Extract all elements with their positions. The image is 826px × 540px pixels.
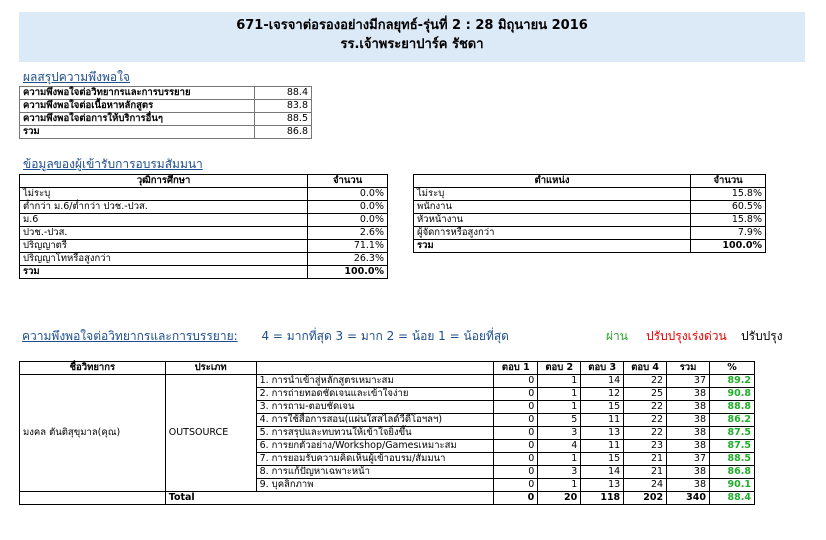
answer-2: 3 <box>538 427 581 440</box>
education-label: ปวช.-ปวส. <box>20 227 308 240</box>
answer-3: 11 <box>581 440 624 453</box>
answer-4: 25 <box>624 388 667 401</box>
position-label: พนักงาน <box>414 201 691 214</box>
detail-header-cell: ตอบ 4 <box>624 362 667 375</box>
satisfaction-row <box>20 100 312 113</box>
education-row <box>20 201 388 214</box>
rating-legend <box>22 327 509 346</box>
education-value: 0.0% <box>308 188 388 201</box>
detail-header-cell: ตอบ 3 <box>581 362 624 375</box>
detail-header-cell: ชื่อวิทยากร <box>20 362 166 375</box>
education-label: ไม่ระบุ <box>20 188 308 201</box>
position-row <box>414 227 766 240</box>
answer-sum: 37 <box>667 375 710 388</box>
satisfaction-table <box>19 86 312 139</box>
detail-header-cell: % <box>710 362 755 375</box>
position-row <box>414 188 766 201</box>
rating-total-row <box>20 492 755 505</box>
status-improve: ปรับปรุง <box>741 329 783 343</box>
education-label: ปริญญาโทหรือสูงกว่า <box>20 253 308 266</box>
answer-4: 21 <box>624 466 667 479</box>
answer-2: 4 <box>538 440 581 453</box>
education-label: ต่ำกว่า ม.6/ต่ำกว่า ปวช.-ปวส. <box>20 201 308 214</box>
detail-header-cell: ประเภท <box>165 362 256 375</box>
answer-1: 0 <box>494 440 538 453</box>
report-venue: รร.เจ้าพระยาปาร์ค รัชดา <box>340 37 484 52</box>
speaker-name: มงคล ตันติสุขุมาล(คุณ) <box>20 375 166 492</box>
satisfaction-label: รวม <box>20 126 255 139</box>
total-answer-4: 202 <box>624 492 667 505</box>
answer-sum: 38 <box>667 414 710 427</box>
education-value: 0.0% <box>308 214 388 227</box>
answer-1: 0 <box>494 388 538 401</box>
answer-percent: 88.5 <box>710 453 755 466</box>
rating-item: 1. การนำเข้าสู่หลักสูตรเหมาะสม <box>256 375 494 388</box>
answer-4: 22 <box>624 414 667 427</box>
education-total-row <box>20 266 388 279</box>
speaker-type: OUTSOURCE <box>165 375 256 492</box>
answer-3: 14 <box>581 466 624 479</box>
answer-percent: 90.1 <box>710 479 755 492</box>
position-value: 15.8% <box>691 214 766 227</box>
education-row <box>20 188 388 201</box>
education-value: 71.1% <box>308 240 388 253</box>
answer-4: 23 <box>624 440 667 453</box>
answer-3: 12 <box>581 388 624 401</box>
answer-2: 1 <box>538 401 581 414</box>
answer-4: 22 <box>624 427 667 440</box>
speaker-rating-table <box>19 361 755 505</box>
answer-sum: 38 <box>667 427 710 440</box>
report-title: 671-เจรจาต่อรองอย่างมีกลยุทธ์-รุ่นที่ 2 : 28 มิถุนายน 2016 <box>236 18 588 33</box>
education-total-value: 100.0% <box>308 266 388 279</box>
answer-1: 0 <box>494 427 538 440</box>
legend-scale: 4 = มากที่สุด 3 = มาก 2 = น้อย 1 = น้อยที่สุด <box>261 329 509 343</box>
position-total-label: รวม <box>414 240 691 253</box>
report-header <box>19 12 805 62</box>
total-answer-3: 118 <box>581 492 624 505</box>
position-total-row <box>414 240 766 253</box>
rating-item: 6. การยกตัวอย่าง/Workshop/Gamesเหมาะสม <box>256 440 494 453</box>
answer-2: 1 <box>538 388 581 401</box>
position-label: ไม่ระบุ <box>414 188 691 201</box>
education-row <box>20 240 388 253</box>
participants-title: ข้อมูลของผู้เข้ารับการอบรมสัมมนา <box>23 157 203 171</box>
answer-sum: 38 <box>667 440 710 453</box>
answer-4: 22 <box>624 375 667 388</box>
rating-item: 8. การแก้ปัญหาเฉพาะหน้า <box>256 466 494 479</box>
detail-header-cell <box>256 362 494 375</box>
legend-title: ความพึงพอใจต่อวิทยากรและการบรรยาย: <box>22 329 238 343</box>
answer-4: 21 <box>624 453 667 466</box>
satisfaction-value: 88.4 <box>255 87 312 100</box>
answer-1: 0 <box>494 401 538 414</box>
total-answer-1: 0 <box>494 492 538 505</box>
position-header: ตำแหน่ง <box>414 175 691 188</box>
satisfaction-row <box>20 87 312 100</box>
answer-percent: 89.2 <box>710 375 755 388</box>
satisfaction-row <box>20 126 312 139</box>
satisfaction-label: ความพึงพอใจต่อเนื้อหาหลักสูตร <box>20 100 255 113</box>
answer-4: 24 <box>624 479 667 492</box>
status-urgent: ปรับปรุงเร่งด่วน <box>646 329 727 343</box>
answer-2: 1 <box>538 453 581 466</box>
answer-sum: 38 <box>667 479 710 492</box>
satisfaction-label: ความพึงพอใจต่อวิทยากรและการบรรยาย <box>20 87 255 100</box>
education-total-label: รวม <box>20 266 308 279</box>
rating-item: 7. การยอมรับความคิดเห็นผู้เข้าอบรม/สัมมนา <box>256 453 494 466</box>
answer-1: 0 <box>494 453 538 466</box>
answer-percent: 86.8 <box>710 466 755 479</box>
answer-3: 13 <box>581 479 624 492</box>
answer-1: 0 <box>494 414 538 427</box>
total-percent: 88.4 <box>710 492 755 505</box>
satisfaction-value: 88.5 <box>255 113 312 126</box>
answer-3: 15 <box>581 401 624 414</box>
answer-2: 1 <box>538 375 581 388</box>
education-row <box>20 227 388 240</box>
total-sum: 340 <box>667 492 710 505</box>
rating-item: 2. การถ่ายทอดชัดเจนและเข้าใจง่าย <box>256 388 494 401</box>
answer-2: 1 <box>538 479 581 492</box>
answer-percent: 87.5 <box>710 427 755 440</box>
answer-percent: 88.8 <box>710 401 755 414</box>
answer-percent: 87.5 <box>710 440 755 453</box>
answer-2: 5 <box>538 414 581 427</box>
answer-1: 0 <box>494 479 538 492</box>
education-value: 26.3% <box>308 253 388 266</box>
position-value: 7.9% <box>691 227 766 240</box>
position-value: 60.5% <box>691 201 766 214</box>
answer-sum: 38 <box>667 466 710 479</box>
detail-header-cell: ตอบ 1 <box>494 362 538 375</box>
education-row <box>20 253 388 266</box>
satisfaction-label: ความพึงพอใจต่อการให้บริการอื่นๆ <box>20 113 255 126</box>
position-total-value: 100.0% <box>691 240 766 253</box>
position-value: 15.8% <box>691 188 766 201</box>
detail-header-cell: ตอบ 2 <box>538 362 581 375</box>
answer-2: 3 <box>538 466 581 479</box>
rating-item: 4. การใช้สื่อการสอน(แผ่นใสสไลด์วีดีโอฯลฯ) <box>256 414 494 427</box>
answer-3: 11 <box>581 414 624 427</box>
detail-header-cell: รวม <box>667 362 710 375</box>
education-header: วุฒิการศึกษา <box>20 175 308 188</box>
answer-4: 22 <box>624 401 667 414</box>
education-value: 0.0% <box>308 201 388 214</box>
answer-sum: 38 <box>667 401 710 414</box>
position-label: ผู้จัดการหรือสูงกว่า <box>414 227 691 240</box>
total-answer-2: 20 <box>538 492 581 505</box>
position-row <box>414 201 766 214</box>
satisfaction-value: 86.8 <box>255 126 312 139</box>
education-label: ม.6 <box>20 214 308 227</box>
position-row <box>414 214 766 227</box>
rating-row <box>20 375 755 388</box>
total-blank-cell <box>20 492 166 505</box>
answer-1: 0 <box>494 466 538 479</box>
education-count-header: จำนวน <box>308 175 388 188</box>
rating-item: 9. บุคลิกภาพ <box>256 479 494 492</box>
education-table <box>19 174 388 279</box>
satisfaction-value: 83.8 <box>255 100 312 113</box>
answer-3: 14 <box>581 375 624 388</box>
rating-item: 3. การถาม-ตอบชัดเจน <box>256 401 494 414</box>
rating-item: 5. การสรุปและทบทวนให้เข้าใจยิ่งขึ้น <box>256 427 494 440</box>
education-label: ปริญญาตรี <box>20 240 308 253</box>
answer-percent: 90.8 <box>710 388 755 401</box>
education-row <box>20 214 388 227</box>
answer-percent: 86.2 <box>710 414 755 427</box>
satisfaction-title: ผลสรุปความพึงพอใจ <box>23 70 130 84</box>
total-label: Total <box>165 492 494 505</box>
position-table <box>413 174 766 253</box>
answer-3: 15 <box>581 453 624 466</box>
position-label: หัวหน้างาน <box>414 214 691 227</box>
education-value: 2.6% <box>308 227 388 240</box>
answer-sum: 38 <box>667 388 710 401</box>
satisfaction-row <box>20 113 312 126</box>
answer-3: 13 <box>581 427 624 440</box>
answer-1: 0 <box>494 375 538 388</box>
answer-sum: 37 <box>667 453 710 466</box>
position-count-header: จำนวน <box>691 175 766 188</box>
status-pass: ผ่าน <box>606 329 628 343</box>
